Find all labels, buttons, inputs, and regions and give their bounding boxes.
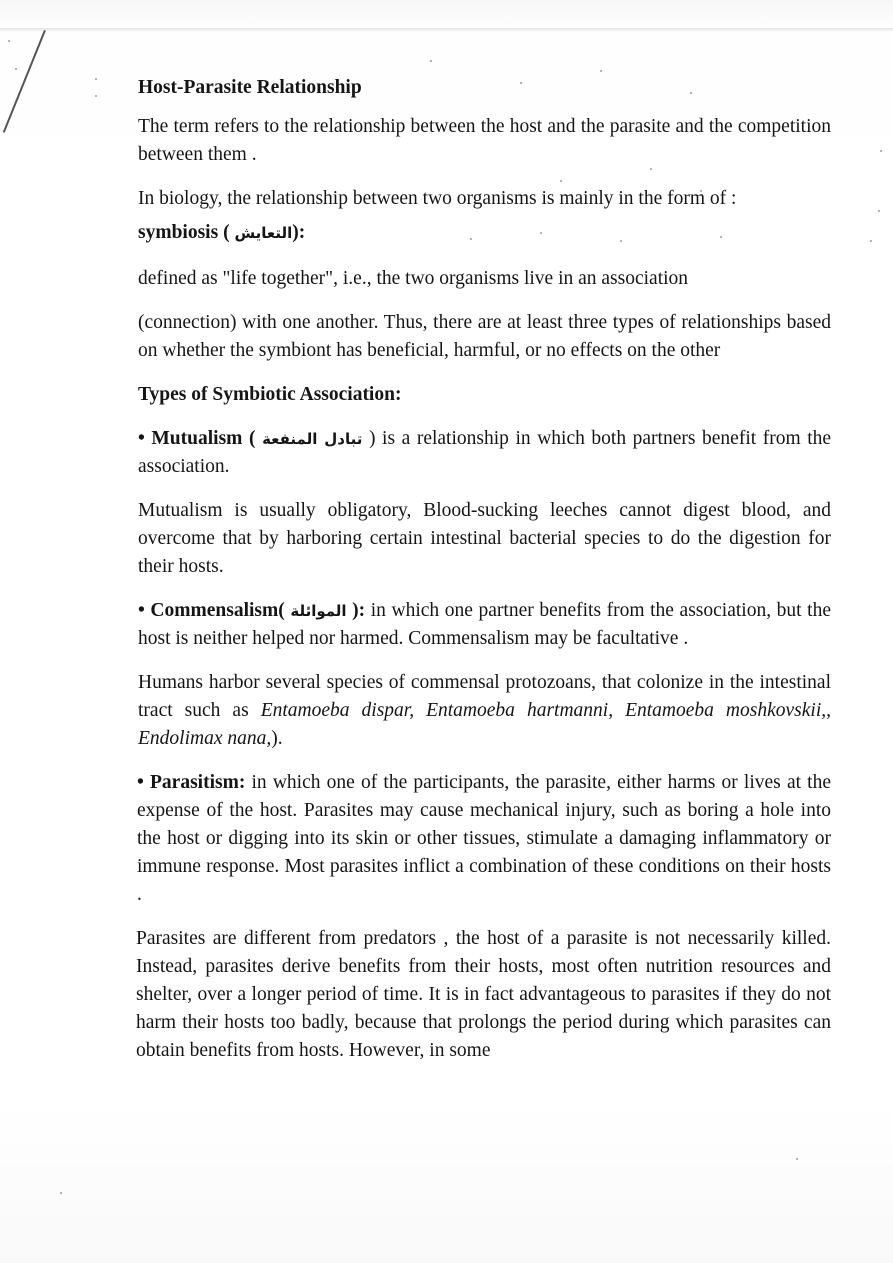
symbiosis-line: symbiosis ( التعايش): [138,222,306,244]
mutualism-definition: ) is a relationship in which both partners benefit from the association. [138,428,832,478]
symbiosis-arabic: التعايش [234,224,293,243]
scan-speck [880,150,882,152]
parasitism-term: Parasitism: [150,772,246,794]
symbiosis-term: symbiosis [138,222,219,244]
bullet-icon: • [137,772,144,794]
scan-speck [15,68,17,70]
scan-speck [870,240,872,242]
scan-speck [430,60,432,62]
definition-paragraph: defined as "life together", i.e., the two organisms live in an association [138,268,689,290]
biology-paragraph: In biology, the relationship between two organisms is mainly in the form of : [138,188,737,210]
scan-speck [8,40,10,42]
scan-speck [796,1158,798,1160]
mutualism-arabic: تبادل المنفعة [262,430,363,449]
commensalism-term: Commensalism( [150,600,285,622]
mutualism-detail-paragraph: Mutualism is usually obligatory, Blood-sucking leeches cannot digest blood, and overcome that by harboring certain intestinal bacterial species to do the digestion for their hosts. [138,500,831,578]
commensalism-arabic: الموائلة [290,602,347,621]
page-fold-line [3,30,46,133]
intro-paragraph: The term refers to the relationship between the host and the parasite and the competition between them . [138,116,831,166]
commensal-tail: ). [271,728,283,750]
commensalism-definition: in which one partner benefits from the association, but the host is neither helped nor harmed. Commensalism may be facultative . [138,600,831,650]
parasitism-paragraph [137,769,831,909]
page-title: Host-Parasite Relationship [138,77,362,98]
mutualism-paragraph: • Mutualism ( تبادل المنفعة ) is a relationship in which both partners benefit from the association. [138,428,832,478]
scan-speck [60,1192,62,1194]
commensal-lead: Humans harbor several species of commensal protozoans, that colonize in the intestinal tract such as [138,672,831,722]
types-heading: Types of Symbiotic Association: [138,384,402,406]
scan-speck [95,78,97,80]
bullet-icon: • [138,600,145,622]
predators-paragraph: Parasites are different from predators , the host of a parasite is not necessarily killed. Instead, parasites derive benefits from their hosts, most often nutrition resources and shelter, over a longer period of time. It is in fact advantageous to parasites if they do not harm their hosts too badly, because that prolongs the period during which parasites can obtain benefits from hosts. However, in some [136,928,831,1062]
bullet-icon: • [138,428,145,450]
document-body [138,70,831,1065]
page-top-shadow [0,28,893,32]
commensalism-paragraph: • Commensalism( الموائلة ): in which one partner benefits from the association, but the host is neither helped nor harmed. Commensalism may be facultative . [138,600,831,650]
commensal-species: Entamoeba dispar, Entamoeba hartmanni, Entamoeba moshkovskii,, Endolimax nana, [138,700,831,750]
scan-speck [95,95,97,97]
connection-paragraph: (connection) with one another. Thus, there are at least three types of relationships based on whether the symbiont has beneficial, harmful, or no effects on the other [138,312,831,362]
mutualism-term: Mutualism [151,428,243,450]
parasitism-definition: in which one of the participants, the parasite, either harms or lives at the expense of the host. Parasites may cause mechanical injury, such as boring a hole into the host or digging into its skin or other tissues, stimulate a damaging inflammatory or immune response. Most parasites inflict a combination of these conditions on their hosts . [137,772,832,906]
commensal-species-paragraph [138,669,831,753]
scan-speck [878,210,880,212]
